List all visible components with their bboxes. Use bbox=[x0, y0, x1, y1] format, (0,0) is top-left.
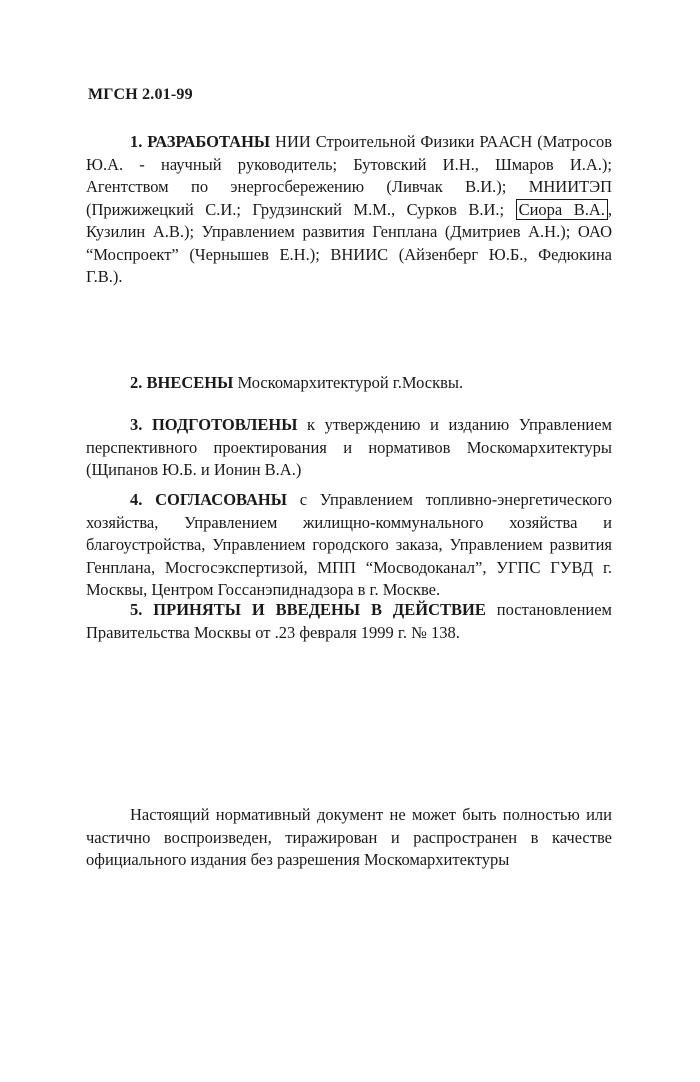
section-2-text: Москомархитектурой г.Москвы. bbox=[233, 373, 464, 392]
section-5-adopted bbox=[86, 599, 612, 644]
section-3-number: 3. bbox=[130, 415, 152, 434]
boxed-name: Сиора В.А. bbox=[516, 199, 608, 220]
section-5-text: постановлением Правительства Москвы от .23 февраля 1999 г. № 138. bbox=[86, 600, 612, 642]
section-4-number: 4. bbox=[130, 490, 156, 509]
section-3-text: к утверждению и изданию Управлением перспективного проектирования и нормативов Москомархитектуры (Щипанов Ю.Б. и Ионин В.А.) bbox=[86, 415, 612, 479]
section-2-submitted bbox=[86, 372, 612, 395]
section-5-label: ПРИНЯТЫ И ВВЕДЕНЫ В ДЕЙСТВИЕ bbox=[153, 600, 486, 619]
section-3-prepared bbox=[86, 414, 612, 482]
section-5-number: 5. bbox=[130, 600, 154, 619]
section-1-label: РАЗРАБОТАНЫ bbox=[147, 132, 271, 151]
section-1-text-b: , Кузилин А.В.); Управлением развития Генплана (Дмитриев А.Н.); ОАО “Моспроект” (Чернышев Е.Н.); ВНИИС (Айзенберг Ю.Б., Федюкина Г.В.). bbox=[86, 199, 612, 286]
document-code: МГСН 2.01-99 bbox=[88, 86, 193, 103]
section-1-text-a: НИИ Строительной Физики РААСН (Матросов Ю.А. - научный руководитель; Бутовский И.Н., Шмаров И.А.); Агентством по энергосбережению (Ливчак В.И.); МНИИТЭП (Прижижецкий С.И.; Грудзинский М.М., Сурков В.И.; bbox=[86, 132, 612, 219]
section-4-text: с Управлением топливно-энергетического хозяйства, Управлением жилищно-коммунального хозяйства и благоустройства, Управлением городского заказа, Управлением развития Генплана, Мосгосэкспертизой, МПП “Мосводоканал”, УГПС ГУВД г. Москвы, Центром Госсанэпиднадзора в г. Москве. bbox=[86, 490, 612, 599]
section-4-label: СОГЛАСОВАНЫ bbox=[155, 490, 287, 509]
section-2-number: 2. bbox=[130, 373, 147, 392]
section-3-label: ПОДГОТОВЛЕНЫ bbox=[151, 415, 298, 434]
section-1-number: 1. bbox=[130, 132, 148, 151]
section-1-developed bbox=[86, 131, 612, 289]
section-4-agreed bbox=[86, 489, 612, 602]
copyright-notice: Настоящий нормативный документ не может быть полностью или частично воспроизведен, тиражирован и распространен в качестве официального издания без разрешения Москомархитектуры bbox=[86, 805, 612, 869]
section-2-label: ВНЕСЕНЫ bbox=[146, 373, 234, 392]
